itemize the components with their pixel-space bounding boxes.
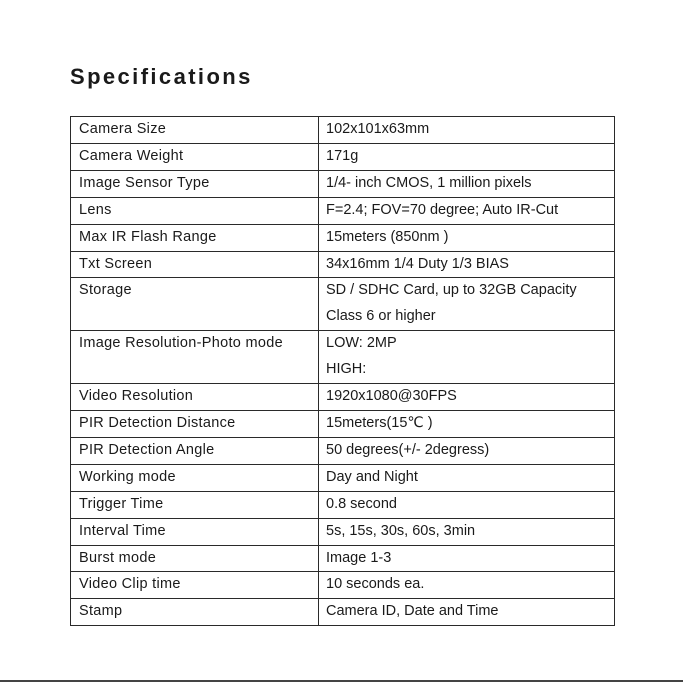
table-row [71, 491, 615, 518]
spec-value-line: 34x16mm 1/4 Duty 1/3 BIAS [326, 255, 509, 272]
spec-value-line: 50 degrees(+/- 2degress) [326, 441, 490, 458]
spec-label: Camera Weight [71, 143, 319, 170]
spec-label: Lens [71, 197, 319, 224]
table-row [71, 331, 615, 384]
spec-label: Working mode [71, 464, 319, 491]
specifications-table-body [71, 117, 615, 626]
page-title: Specifications [70, 64, 253, 89]
spec-value [319, 518, 615, 545]
spec-value [319, 224, 615, 251]
spec-value [319, 117, 615, 144]
table-row [71, 117, 615, 144]
spec-value-line: HIGH: [326, 361, 367, 378]
spec-value [319, 437, 615, 464]
spec-value-line: 10 seconds ea. [326, 576, 425, 593]
spec-value-line: 1920x1080@30FPS [326, 388, 457, 405]
spec-value-line: 102x101x63mm [326, 121, 430, 137]
spec-label: Camera Size [71, 117, 319, 144]
spec-value [319, 410, 615, 437]
spec-label: Storage [71, 278, 319, 331]
table-row [71, 143, 615, 170]
table-row [71, 278, 615, 331]
spec-value-line: F=2.4; FOV=70 degree; Auto IR-Cut [326, 201, 559, 218]
spec-value-line: Camera ID, Date and Time [326, 603, 499, 620]
spec-value-line: 15meters(15℃ ) [326, 414, 433, 431]
table-row [71, 518, 615, 545]
spec-label: Trigger Time [71, 491, 319, 518]
table-row [71, 464, 615, 491]
spec-value [319, 278, 615, 331]
spec-value [319, 251, 615, 278]
spec-label: Image Sensor Type [71, 170, 319, 197]
spec-label: Txt Screen [71, 251, 319, 278]
spec-value-line: Image 1-3 [326, 549, 392, 566]
table-row [71, 170, 615, 197]
spec-value-line: 0.8 second [326, 495, 397, 512]
spec-value-line: 5s, 15s, 30s, 60s, 3min [326, 522, 476, 539]
spec-value-line: LOW: 2MP [326, 335, 397, 352]
spec-label: Burst mode [71, 545, 319, 572]
spec-label: Image Resolution-Photo mode [71, 331, 319, 384]
spec-value-line: 171g [326, 147, 359, 164]
spec-value [319, 572, 615, 599]
spec-value-line: Day and Night [326, 468, 418, 485]
table-row [71, 572, 615, 599]
table-row [71, 599, 615, 626]
bottom-divider [0, 680, 683, 682]
table-row [71, 410, 615, 437]
spec-value-line: Class 6 or higher [326, 308, 436, 325]
spec-value-line: SD / SDHC Card, up to 32GB Capacity [326, 282, 577, 299]
spec-label: Interval Time [71, 518, 319, 545]
table-row [71, 251, 615, 278]
spec-value [319, 170, 615, 197]
spec-value [319, 464, 615, 491]
spec-value [319, 197, 615, 224]
spec-value [319, 491, 615, 518]
spec-label: Video Resolution [71, 384, 319, 411]
spec-label: PIR Detection Angle [71, 437, 319, 464]
specifications-table [70, 116, 615, 626]
spec-value [319, 599, 615, 626]
spec-value-line: 15meters (850nm ) [326, 228, 449, 245]
table-row [71, 437, 615, 464]
table-row [71, 545, 615, 572]
spec-value [319, 143, 615, 170]
spec-value [319, 331, 615, 384]
spec-value [319, 384, 615, 411]
spec-label: Max IR Flash Range [71, 224, 319, 251]
table-row [71, 224, 615, 251]
table-row [71, 384, 615, 411]
spec-label: Stamp [71, 599, 319, 626]
spec-label: Video Clip time [71, 572, 319, 599]
table-row [71, 197, 615, 224]
spec-value-line: 1/4- inch CMOS, 1 million pixels [326, 174, 532, 191]
spec-label: PIR Detection Distance [71, 410, 319, 437]
spec-value [319, 545, 615, 572]
